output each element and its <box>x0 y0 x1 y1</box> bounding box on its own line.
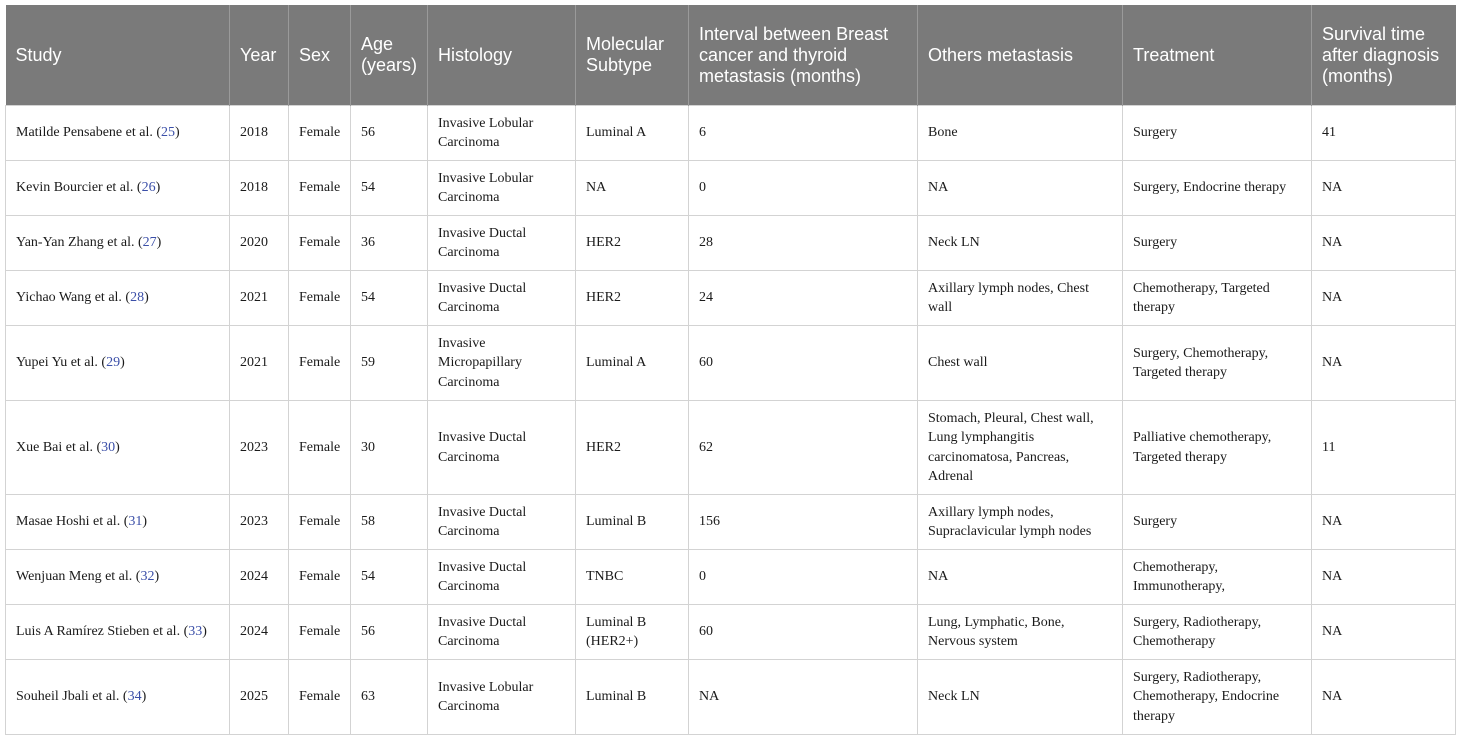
cell-sex: Female <box>289 495 351 550</box>
table-row <box>6 326 1456 401</box>
study-paren-close: ) <box>175 125 180 141</box>
cell-study <box>6 271 230 326</box>
cell-survival: NA <box>1312 161 1456 216</box>
header-others-metastasis: Others metastasis <box>918 5 1123 106</box>
cell-others-metastasis: Neck LN <box>918 660 1123 735</box>
cell-interval: NA <box>689 660 918 735</box>
cell-histology: Invasive Ductal Carcinoma <box>428 271 576 326</box>
header-study: Study <box>6 5 230 106</box>
cell-histology: Invasive Ductal Carcinoma <box>428 605 576 660</box>
cell-interval: 156 <box>689 495 918 550</box>
reference-link[interactable]: 28 <box>130 290 145 306</box>
reference-link[interactable]: 25 <box>161 125 176 141</box>
cell-age: 30 <box>351 401 428 495</box>
header-row <box>6 5 1456 106</box>
cell-molecular-subtype: NA <box>576 161 689 216</box>
cell-treatment: Palliative chemotherapy, Targeted therapy <box>1123 401 1312 495</box>
table-row <box>6 216 1456 271</box>
cell-survival: 11 <box>1312 401 1456 495</box>
cell-age: 54 <box>351 271 428 326</box>
table-row <box>6 401 1456 495</box>
cell-interval: 6 <box>689 106 918 161</box>
cell-year: 2018 <box>230 106 289 161</box>
cell-treatment: Surgery <box>1123 216 1312 271</box>
study-author: Yupei Yu et al. ( <box>16 355 107 371</box>
cell-molecular-subtype: HER2 <box>576 401 689 495</box>
cell-age: 58 <box>351 495 428 550</box>
cell-molecular-subtype: HER2 <box>576 216 689 271</box>
cell-histology: Invasive Lobular Carcinoma <box>428 106 576 161</box>
cell-treatment: Surgery, Radiotherapy, Chemotherapy, Endocrine therapy <box>1123 660 1312 735</box>
cell-study <box>6 326 230 401</box>
reference-link[interactable]: 32 <box>140 569 155 585</box>
cell-others-metastasis: Axillary lymph nodes, Chest wall <box>918 271 1123 326</box>
cell-survival: NA <box>1312 550 1456 605</box>
cell-treatment: Surgery <box>1123 106 1312 161</box>
study-paren-close: ) <box>142 514 148 530</box>
study-paren-close: ) <box>115 439 120 455</box>
cell-study <box>6 605 230 660</box>
cell-molecular-subtype: Luminal A <box>576 326 689 401</box>
cell-year: 2018 <box>230 161 289 216</box>
cell-molecular-subtype: Luminal B (HER2+) <box>576 605 689 660</box>
reference-link[interactable]: 33 <box>188 624 203 640</box>
cell-histology: Invasive Ductal Carcinoma <box>428 216 576 271</box>
cell-treatment: Surgery <box>1123 495 1312 550</box>
table-row <box>6 660 1456 735</box>
cell-survival: NA <box>1312 605 1456 660</box>
cell-survival: 41 <box>1312 106 1456 161</box>
cell-study <box>6 401 230 495</box>
reference-link[interactable]: 27 <box>142 235 157 251</box>
cell-age: 56 <box>351 605 428 660</box>
cell-interval: 28 <box>689 216 918 271</box>
cell-survival: NA <box>1312 660 1456 735</box>
cell-interval: 62 <box>689 401 918 495</box>
cell-year: 2020 <box>230 216 289 271</box>
cell-molecular-subtype: Luminal A <box>576 106 689 161</box>
study-paren-close: ) <box>155 180 161 196</box>
study-paren-close: ) <box>144 290 149 306</box>
header-interval: Interval between Breast cancer and thyroid metastasis (months) <box>689 5 918 106</box>
cell-treatment: Chemotherapy, Immunotherapy, <box>1123 550 1312 605</box>
header-treatment: Treatment <box>1123 5 1312 106</box>
reference-link[interactable]: 30 <box>101 439 116 455</box>
cell-study <box>6 660 230 735</box>
cell-interval: 60 <box>689 326 918 401</box>
study-author: Kevin Bourcier et al. ( <box>16 180 142 196</box>
header-year: Year <box>230 5 289 106</box>
study-paren-close: ) <box>120 355 125 371</box>
table-row <box>6 550 1456 605</box>
cell-interval: 0 <box>689 161 918 216</box>
header-histology: Histology <box>428 5 576 106</box>
cell-others-metastasis: NA <box>918 161 1123 216</box>
reference-link[interactable]: 26 <box>141 180 156 196</box>
cell-histology: Invasive Ductal Carcinoma <box>428 495 576 550</box>
cell-others-metastasis: Bone <box>918 106 1123 161</box>
cell-study <box>6 216 230 271</box>
cell-molecular-subtype: HER2 <box>576 271 689 326</box>
table-row <box>6 495 1456 550</box>
cell-sex: Female <box>289 161 351 216</box>
table-row <box>6 106 1456 161</box>
cell-age: 54 <box>351 161 428 216</box>
study-author: Luis A Ramírez Stieben et al. ( <box>16 624 189 640</box>
cell-year: 2025 <box>230 660 289 735</box>
cell-year: 2024 <box>230 605 289 660</box>
cell-survival: NA <box>1312 495 1456 550</box>
study-author: Wenjuan Meng et al. ( <box>16 569 141 585</box>
cell-interval: 0 <box>689 550 918 605</box>
reference-link[interactable]: 31 <box>128 514 143 530</box>
study-paren-close: ) <box>202 624 207 640</box>
cell-treatment: Surgery, Chemotherapy, Targeted therapy <box>1123 326 1312 401</box>
cell-sex: Female <box>289 660 351 735</box>
study-paren-close: ) <box>154 569 160 585</box>
study-author: Yan-Yan Zhang et al. ( <box>16 235 143 251</box>
cell-molecular-subtype: TNBC <box>576 550 689 605</box>
study-paren-close: ) <box>141 689 147 705</box>
cell-sex: Female <box>289 605 351 660</box>
table-row <box>6 161 1456 216</box>
cell-sex: Female <box>289 401 351 495</box>
cell-year: 2023 <box>230 401 289 495</box>
cell-study <box>6 495 230 550</box>
cell-age: 36 <box>351 216 428 271</box>
cell-age: 63 <box>351 660 428 735</box>
case-reports-table <box>5 5 1456 735</box>
cell-others-metastasis: NA <box>918 550 1123 605</box>
cell-age: 56 <box>351 106 428 161</box>
cell-age: 54 <box>351 550 428 605</box>
cell-sex: Female <box>289 106 351 161</box>
study-author: Masae Hoshi et al. ( <box>16 514 129 530</box>
cell-others-metastasis: Stomach, Pleural, Chest wall, Lung lymphangitis carcinomatosa, Pancreas, Adrenal <box>918 401 1123 495</box>
cell-treatment: Surgery, Radiotherapy, Chemotherapy <box>1123 605 1312 660</box>
table-row <box>6 605 1456 660</box>
header-sex: Sex <box>289 5 351 106</box>
cell-histology: Invasive Ductal Carcinoma <box>428 550 576 605</box>
study-author: Matilde Pensabene et al. ( <box>16 125 162 141</box>
cell-histology: Invasive Lobular Carcinoma <box>428 660 576 735</box>
cell-histology: Invasive Micropapillary Carcinoma <box>428 326 576 401</box>
cell-year: 2021 <box>230 326 289 401</box>
cell-study <box>6 550 230 605</box>
cell-survival: NA <box>1312 216 1456 271</box>
metastasis-table-container <box>5 5 1455 735</box>
cell-sex: Female <box>289 550 351 605</box>
cell-survival: NA <box>1312 326 1456 401</box>
cell-others-metastasis: Chest wall <box>918 326 1123 401</box>
study-author: Xue Bai et al. ( <box>16 439 102 455</box>
reference-link[interactable]: 34 <box>127 689 142 705</box>
cell-others-metastasis: Neck LN <box>918 216 1123 271</box>
reference-link[interactable]: 29 <box>106 355 121 371</box>
cell-interval: 60 <box>689 605 918 660</box>
study-paren-close: ) <box>156 235 162 251</box>
cell-year: 2024 <box>230 550 289 605</box>
cell-study <box>6 106 230 161</box>
cell-treatment: Surgery, Endocrine therapy <box>1123 161 1312 216</box>
cell-treatment: Chemotherapy, Targeted therapy <box>1123 271 1312 326</box>
cell-molecular-subtype: Luminal B <box>576 495 689 550</box>
cell-sex: Female <box>289 271 351 326</box>
cell-histology: Invasive Lobular Carcinoma <box>428 161 576 216</box>
study-author: Souheil Jbali et al. ( <box>16 689 128 705</box>
cell-survival: NA <box>1312 271 1456 326</box>
cell-histology: Invasive Ductal Carcinoma <box>428 401 576 495</box>
cell-age: 59 <box>351 326 428 401</box>
header-molecular-subtype: Molecular Subtype <box>576 5 689 106</box>
cell-interval: 24 <box>689 271 918 326</box>
study-author: Yichao Wang et al. ( <box>16 290 131 306</box>
cell-molecular-subtype: Luminal B <box>576 660 689 735</box>
cell-year: 2023 <box>230 495 289 550</box>
header-age: Age (years) <box>351 5 428 106</box>
cell-sex: Female <box>289 326 351 401</box>
cell-year: 2021 <box>230 271 289 326</box>
cell-others-metastasis: Lung, Lymphatic, Bone, Nervous system <box>918 605 1123 660</box>
cell-others-metastasis: Axillary lymph nodes, Supraclavicular lymph nodes <box>918 495 1123 550</box>
cell-study <box>6 161 230 216</box>
cell-sex: Female <box>289 216 351 271</box>
table-body <box>6 106 1456 735</box>
header-survival: Survival time after diagnosis (months) <box>1312 5 1456 106</box>
table-row <box>6 271 1456 326</box>
